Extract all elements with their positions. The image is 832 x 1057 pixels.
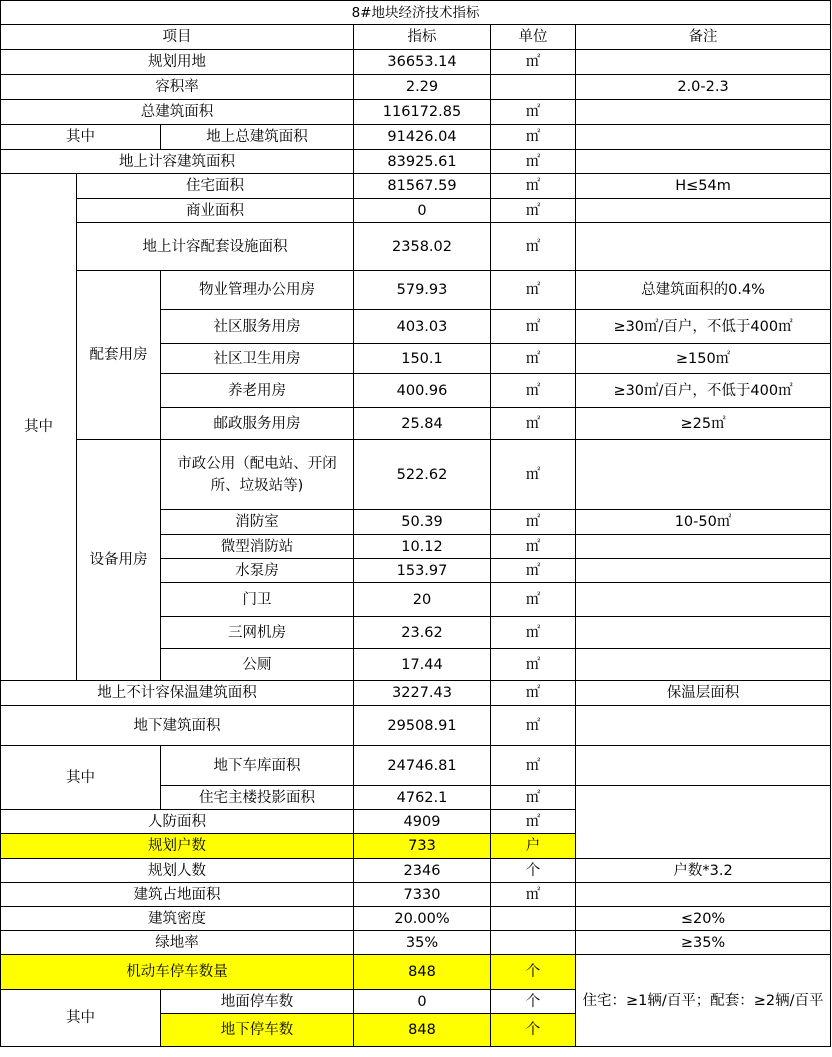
- row-note: ≥150㎡: [576, 344, 831, 374]
- row-unit: 户: [491, 834, 576, 859]
- row-item: 邮政服务用房: [161, 408, 354, 440]
- row-value: 50.39: [354, 510, 491, 535]
- row-unit: ㎡: [491, 649, 576, 681]
- row-unit: ㎡: [491, 583, 576, 617]
- row-note: [576, 100, 831, 125]
- row-item: 绿地率: [1, 931, 354, 955]
- row-group: 其中: [1, 990, 161, 1047]
- row-value: 2346: [354, 859, 491, 883]
- row-value: 91426.04: [354, 125, 491, 150]
- row-note: [576, 223, 831, 271]
- row-value: 0: [354, 990, 491, 1014]
- row-value: 579.93: [354, 271, 491, 310]
- row-item: 商业面积: [77, 199, 354, 223]
- row-note: [576, 883, 831, 907]
- header-value: 指标: [354, 25, 491, 50]
- table-title: 8#地块经济技术指标: [1, 1, 831, 25]
- row-unit: [491, 931, 576, 955]
- table-row: [1, 271, 831, 310]
- row-item: 住宅面积: [77, 174, 354, 199]
- row-value: 2.29: [354, 75, 491, 100]
- row-item: 养老用房: [161, 374, 354, 408]
- row-item: 微型消防站: [161, 535, 354, 559]
- row-note: [576, 125, 831, 150]
- row-item: 地上总建筑面积: [161, 125, 354, 150]
- row-item: 人防面积: [1, 810, 354, 834]
- table-row: [1, 681, 831, 706]
- row-unit: 个: [491, 859, 576, 883]
- row-note: 总建筑面积的0.4%: [576, 271, 831, 310]
- row-unit: ㎡: [491, 271, 576, 310]
- row-value: 522.62: [354, 440, 491, 510]
- table-row: [1, 440, 831, 510]
- row-note: H≤54m: [576, 174, 831, 199]
- row-item: 社区服务用房: [161, 310, 354, 344]
- table-row: [1, 50, 831, 75]
- row-note: [576, 199, 831, 223]
- row-value: 10.12: [354, 535, 491, 559]
- row-item: 门卫: [161, 583, 354, 617]
- row-note: [576, 559, 831, 583]
- row-note: [576, 746, 831, 786]
- row-item: 物业管理办公用房: [161, 271, 354, 310]
- row-note: [576, 583, 831, 617]
- header-unit: 单位: [491, 25, 576, 50]
- row-value: 25.84: [354, 408, 491, 440]
- row-value: 848: [354, 1014, 491, 1047]
- row-note: ≥25㎡: [576, 408, 831, 440]
- row-value: 23.62: [354, 617, 491, 649]
- row-group-outer: 其中: [1, 174, 77, 681]
- row-group: 配套用房: [77, 271, 161, 440]
- row-value: 20: [354, 583, 491, 617]
- row-item: 水泵房: [161, 559, 354, 583]
- row-group: 其中: [1, 746, 161, 810]
- row-unit: ㎡: [491, 810, 576, 834]
- row-value: 4909: [354, 810, 491, 834]
- row-value: 403.03: [354, 310, 491, 344]
- row-unit: ㎡: [491, 100, 576, 125]
- row-unit: ㎡: [491, 223, 576, 271]
- row-unit: ㎡: [491, 344, 576, 374]
- row-item: 建筑占地面积: [1, 883, 354, 907]
- row-item: 三网机房: [161, 617, 354, 649]
- row-value: 150.1: [354, 344, 491, 374]
- table-row: [1, 746, 831, 786]
- table-row: [1, 75, 831, 100]
- row-note: ≤20%: [576, 907, 831, 931]
- row-note: 保温层面积: [576, 681, 831, 706]
- row-unit: ㎡: [491, 440, 576, 510]
- row-note: 住宅：≥1辆/百平；配套：≥2辆/百平: [576, 955, 831, 1047]
- row-unit: ㎡: [491, 374, 576, 408]
- row-unit: ㎡: [491, 125, 576, 150]
- row-unit: ㎡: [491, 706, 576, 746]
- table-row: [1, 223, 831, 271]
- row-value: 83925.61: [354, 150, 491, 174]
- row-unit: ㎡: [491, 310, 576, 344]
- table-row: [1, 907, 831, 931]
- row-value: 2358.02: [354, 223, 491, 271]
- row-unit: ㎡: [491, 883, 576, 907]
- row-value: 733: [354, 834, 491, 859]
- row-note: ≥35%: [576, 931, 831, 955]
- row-item: 地上计容配套设施面积: [77, 223, 354, 271]
- row-note: 10-50㎡: [576, 510, 831, 535]
- header-note: 备注: [576, 25, 831, 50]
- row-item: 地上计容建筑面积: [1, 150, 354, 174]
- row-note: 户数*3.2: [576, 859, 831, 883]
- row-value: 848: [354, 955, 491, 990]
- row-item: 地下车库面积: [161, 746, 354, 786]
- row-unit: ㎡: [491, 617, 576, 649]
- row-item: 建筑密度: [1, 907, 354, 931]
- row-value: 20.00%: [354, 907, 491, 931]
- row-item: 消防室: [161, 510, 354, 535]
- row-unit: ㎡: [491, 50, 576, 75]
- table-row: [1, 100, 831, 125]
- table-row: [1, 174, 831, 199]
- row-unit: ㎡: [491, 535, 576, 559]
- row-value: 7330: [354, 883, 491, 907]
- row-value: 81567.59: [354, 174, 491, 199]
- row-unit: ㎡: [491, 150, 576, 174]
- row-unit: ㎡: [491, 786, 576, 810]
- table-row: [1, 955, 831, 990]
- row-item: 地下建筑面积: [1, 706, 354, 746]
- row-item: 总建筑面积: [1, 100, 354, 125]
- row-unit: ㎡: [491, 746, 576, 786]
- row-item: 机动车停车数量: [1, 955, 354, 990]
- row-unit: [491, 907, 576, 931]
- row-item: 规划人数: [1, 859, 354, 883]
- row-item: 地下停车数: [161, 1014, 354, 1047]
- row-note: [576, 706, 831, 746]
- row-unit: [491, 75, 576, 100]
- table-row: [1, 150, 831, 174]
- row-group: 其中: [1, 125, 161, 150]
- row-item: 规划户数: [1, 834, 354, 859]
- row-value: 36653.14: [354, 50, 491, 75]
- row-note: [576, 440, 831, 510]
- table-row: [1, 859, 831, 883]
- row-note: [576, 617, 831, 649]
- row-note: [576, 649, 831, 681]
- row-unit: ㎡: [491, 681, 576, 706]
- row-group: 设备用房: [77, 440, 161, 681]
- row-value: 116172.85: [354, 100, 491, 125]
- table-row: [1, 199, 831, 223]
- row-note-blank: [576, 786, 831, 859]
- row-unit: ㎡: [491, 510, 576, 535]
- row-item: 地面停车数: [161, 990, 354, 1014]
- row-note: [576, 150, 831, 174]
- row-value: 24746.81: [354, 746, 491, 786]
- row-unit: ㎡: [491, 559, 576, 583]
- row-value: 17.44: [354, 649, 491, 681]
- header-item: 项目: [1, 25, 354, 50]
- row-value: 29508.91: [354, 706, 491, 746]
- row-unit: ㎡: [491, 408, 576, 440]
- row-item: 容积率: [1, 75, 354, 100]
- row-value: 35%: [354, 931, 491, 955]
- row-note: ≥30㎡/百户，不低于400㎡: [576, 310, 831, 344]
- row-value: 3227.43: [354, 681, 491, 706]
- row-item: 市政公用（配电站、开闭所、垃圾站等): [161, 440, 354, 510]
- row-value: 4762.1: [354, 786, 491, 810]
- row-unit: ㎡: [491, 199, 576, 223]
- row-value: 153.97: [354, 559, 491, 583]
- row-item: 住宅主楼投影面积: [161, 786, 354, 810]
- row-note: 2.0-2.3: [576, 75, 831, 100]
- row-value: 0: [354, 199, 491, 223]
- row-unit: 个: [491, 990, 576, 1014]
- row-item: 社区卫生用房: [161, 344, 354, 374]
- row-item: 规划用地: [1, 50, 354, 75]
- row-unit: 个: [491, 955, 576, 990]
- row-item: 公厕: [161, 649, 354, 681]
- row-unit: ㎡: [491, 174, 576, 199]
- row-note: [576, 535, 831, 559]
- row-value: 400.96: [354, 374, 491, 408]
- table-row: [1, 883, 831, 907]
- row-unit: 个: [491, 1014, 576, 1047]
- row-note: ≥30㎡/百户，不低于400㎡: [576, 374, 831, 408]
- table-row: [1, 931, 831, 955]
- table-row: [1, 125, 831, 150]
- table-row: [1, 706, 831, 746]
- row-item: 地上不计容保温建筑面积: [1, 681, 354, 706]
- row-note: [576, 50, 831, 75]
